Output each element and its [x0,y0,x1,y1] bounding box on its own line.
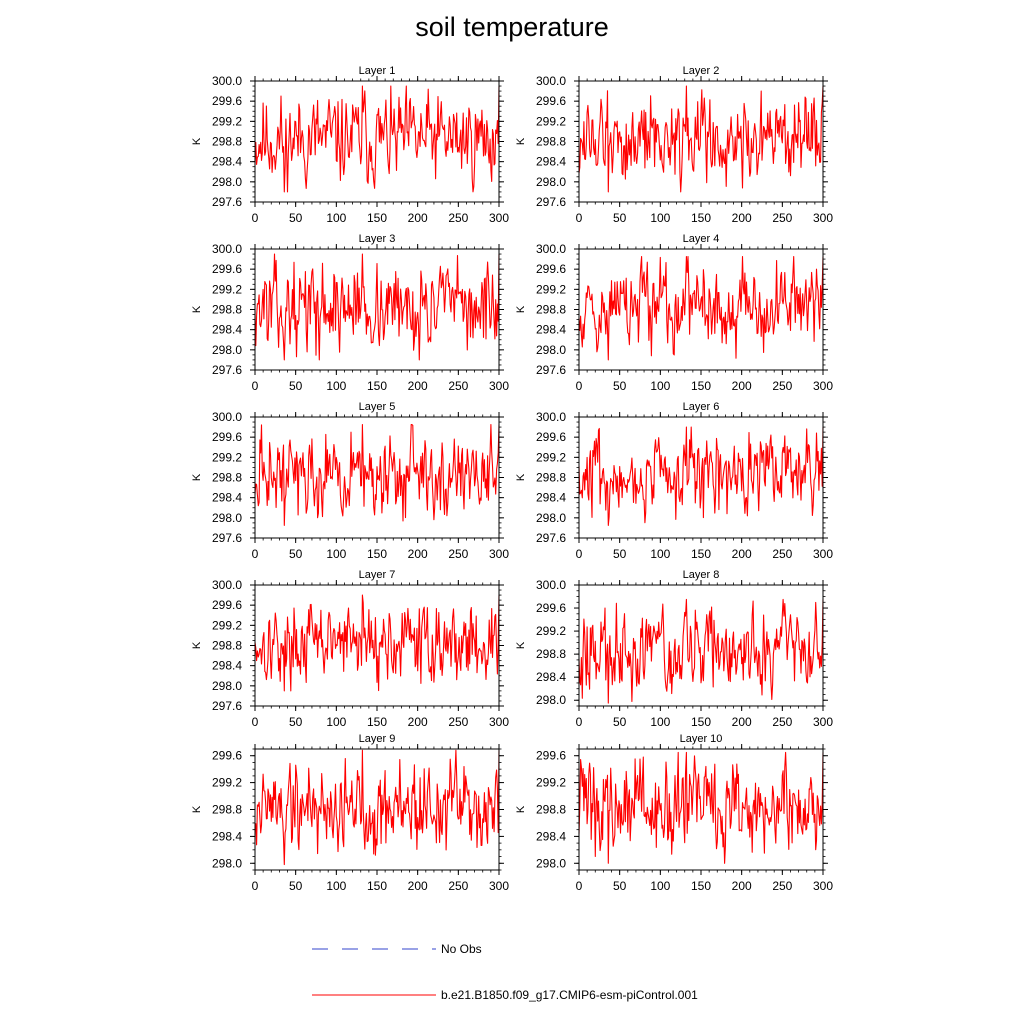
x-tick-label: 50 [288,379,303,393]
x-tick-label: 100 [650,211,671,225]
x-tick-label: 200 [407,715,428,729]
x-tick-label: 150 [690,211,712,225]
x-tick-label: 250 [772,379,793,393]
series-line [579,86,823,192]
series-line [579,752,823,863]
y-tick-label: 299.6 [535,262,566,277]
y-tick-label: 298.4 [535,670,566,685]
x-tick-label: 0 [575,211,583,225]
x-tick-label: 300 [488,547,510,561]
y-tick-label: 298.0 [211,342,242,357]
y-tick-label: 300.0 [211,410,242,424]
y-tick-label: 299.2 [535,282,566,297]
x-tick-label: 100 [326,715,347,729]
x-tick-label: 150 [690,715,712,729]
panel-layer-1 [191,65,509,225]
panel-title: Layer 2 [682,65,720,77]
panel-layer-5 [191,401,509,561]
y-tick-label: 300.0 [535,578,566,592]
x-tick-label: 50 [288,547,303,561]
x-tick-label: 300 [812,211,834,225]
x-tick-label: 300 [488,379,510,393]
y-tick-label: 299.6 [535,430,566,445]
x-tick-label: 250 [772,211,793,225]
x-tick-label: 150 [690,547,712,561]
y-tick-label: 299.6 [535,748,566,763]
y-tick-label: 299.2 [211,114,242,129]
y-tick-label: 299.6 [211,430,242,445]
x-tick-label: 100 [650,547,671,561]
y-tick-label: 298.0 [535,693,566,708]
x-tick-label: 250 [448,379,469,393]
x-tick-label: 50 [612,879,627,893]
legend-label: No Obs [441,942,482,956]
x-tick-label: 0 [251,547,259,561]
y-tick-label: 298.8 [211,302,242,317]
x-tick-label: 50 [288,879,303,893]
x-tick-label: 150 [366,715,388,729]
panel-title: Layer 3 [358,233,396,245]
y-tick-label: 298.0 [211,856,242,871]
y-tick-label: 299.2 [211,775,242,790]
y-tick-label: 300.0 [211,74,242,88]
y-tick-label: 299.6 [211,748,242,763]
x-tick-label: 250 [448,879,469,893]
x-tick-label: 150 [690,379,712,393]
panel-layer-4 [515,233,833,393]
x-tick-label: 150 [690,879,712,893]
y-tick-label: 298.0 [535,856,566,871]
y-tick-label: 298.4 [211,322,242,337]
x-tick-label: 200 [407,379,428,393]
x-tick-label: 150 [366,879,388,893]
x-tick-label: 50 [612,211,627,225]
y-axis-label: K [515,137,527,146]
panel-title: Layer 6 [682,401,720,413]
y-tick-label: 298.4 [535,322,566,337]
y-tick-label: 300.0 [535,242,566,256]
x-tick-label: 300 [488,715,510,729]
panel-layer-10 [515,733,833,893]
panel-layer-8 [515,569,833,729]
x-tick-label: 250 [772,715,793,729]
x-tick-label: 300 [812,879,834,893]
y-tick-label: 298.0 [535,510,566,525]
x-tick-label: 300 [812,547,834,561]
y-tick-label: 298.8 [535,470,566,485]
series-line [255,750,499,864]
x-tick-label: 0 [251,379,259,393]
y-axis-label: K [515,305,527,314]
y-tick-label: 300.0 [535,410,566,424]
x-tick-label: 150 [366,547,388,561]
x-tick-label: 300 [488,211,510,225]
series-line [579,257,823,360]
x-tick-label: 200 [731,379,752,393]
x-tick-label: 100 [326,379,347,393]
y-axis-label: K [191,805,203,814]
y-tick-label: 298.8 [535,302,566,317]
y-tick-label: 299.2 [211,282,242,297]
y-tick-label: 297.6 [535,363,566,377]
x-tick-label: 150 [366,211,388,225]
panel-title: Layer 8 [682,569,720,581]
x-tick-label: 50 [612,715,627,729]
y-tick-label: 298.0 [535,174,566,189]
x-tick-label: 50 [288,715,303,729]
y-tick-label: 298.8 [535,134,566,149]
y-tick-label: 298.8 [535,647,566,662]
y-tick-label: 298.0 [211,174,242,189]
x-tick-label: 100 [650,715,671,729]
y-tick-label: 298.4 [535,829,566,844]
x-tick-label: 200 [407,211,428,225]
x-tick-label: 200 [731,211,752,225]
y-tick-label: 299.6 [535,601,566,616]
y-tick-label: 299.2 [535,450,566,465]
x-tick-label: 0 [251,211,259,225]
y-tick-label: 298.8 [211,134,242,149]
y-tick-label: 298.4 [211,829,242,844]
x-tick-label: 100 [326,211,347,225]
x-tick-label: 200 [407,879,428,893]
x-tick-label: 50 [288,211,303,225]
y-tick-label: 298.4 [211,490,242,505]
y-tick-label: 298.0 [211,510,242,525]
x-tick-label: 300 [488,879,510,893]
x-tick-label: 0 [575,379,583,393]
y-axis-label: K [191,473,203,482]
y-tick-label: 299.2 [535,624,566,639]
y-axis-label: K [191,137,203,146]
panel-title: Layer 7 [358,569,396,581]
y-tick-label: 298.4 [211,154,242,169]
series-line [255,86,499,192]
y-tick-label: 297.6 [211,531,242,545]
panel-layer-2 [515,65,833,225]
y-tick-label: 298.4 [535,490,566,505]
x-tick-label: 100 [326,547,347,561]
series-line [255,425,499,526]
y-axis-label: K [515,473,527,482]
y-tick-label: 298.8 [211,638,242,653]
x-tick-label: 250 [448,547,469,561]
x-tick-label: 250 [448,715,469,729]
chart-title: soil temperature [415,12,609,42]
legend-item-2 [312,988,698,1002]
y-tick-label: 298.0 [211,678,242,693]
panel-title: Layer 1 [358,65,396,77]
y-axis-label: K [515,641,527,650]
series-line [579,427,823,525]
x-tick-label: 250 [448,211,469,225]
y-tick-label: 297.6 [211,195,242,209]
y-tick-label: 298.8 [211,470,242,485]
series-line [255,254,499,360]
panel-title: Layer 5 [358,401,396,413]
x-tick-label: 200 [407,547,428,561]
y-tick-label: 299.6 [535,94,566,109]
panel-layer-6 [515,401,833,561]
x-tick-label: 0 [575,879,583,893]
y-tick-label: 299.2 [211,618,242,633]
y-tick-label: 299.6 [211,94,242,109]
x-tick-label: 200 [731,715,752,729]
panel-layer-3 [191,233,509,393]
x-tick-label: 200 [731,879,752,893]
x-tick-label: 300 [812,715,834,729]
x-tick-label: 50 [612,379,627,393]
panel-layer-9 [191,733,509,893]
x-tick-label: 100 [650,379,671,393]
y-tick-label: 300.0 [211,242,242,256]
y-tick-label: 299.2 [211,450,242,465]
y-axis-label: K [191,305,203,314]
x-tick-label: 50 [612,547,627,561]
x-tick-label: 0 [251,879,259,893]
y-tick-label: 299.2 [535,114,566,129]
x-tick-label: 150 [366,379,388,393]
y-tick-label: 297.6 [211,699,242,713]
y-tick-label: 297.6 [211,363,242,377]
y-tick-label: 299.2 [535,775,566,790]
x-tick-label: 250 [772,547,793,561]
legend-item-1 [312,942,482,956]
x-tick-label: 0 [575,547,583,561]
y-tick-label: 297.6 [535,531,566,545]
y-tick-label: 298.8 [535,802,566,817]
y-tick-label: 300.0 [211,578,242,592]
y-tick-label: 298.4 [211,658,242,673]
panel-layer-7 [191,569,509,729]
legend-label: b.e21.B1850.f09_g17.CMIP6-esm-piControl.001 [441,988,698,1002]
x-tick-label: 250 [772,879,793,893]
y-tick-label: 299.6 [211,598,242,613]
series-line [255,595,499,691]
x-tick-label: 300 [812,379,834,393]
panel-title: Layer 4 [682,233,720,245]
panel-title: Layer 10 [679,733,723,745]
y-axis-label: K [191,641,203,650]
y-tick-label: 298.0 [535,342,566,357]
y-tick-label: 300.0 [535,74,566,88]
series-line [579,599,823,703]
x-tick-label: 100 [650,879,671,893]
x-tick-label: 0 [251,715,259,729]
x-tick-label: 200 [731,547,752,561]
panel-title: Layer 9 [358,733,396,745]
y-tick-label: 299.6 [211,262,242,277]
y-tick-label: 297.6 [535,195,566,209]
x-tick-label: 0 [575,715,583,729]
y-axis-label: K [515,805,527,814]
y-tick-label: 298.8 [211,802,242,817]
x-tick-label: 100 [326,879,347,893]
y-tick-label: 298.4 [535,154,566,169]
